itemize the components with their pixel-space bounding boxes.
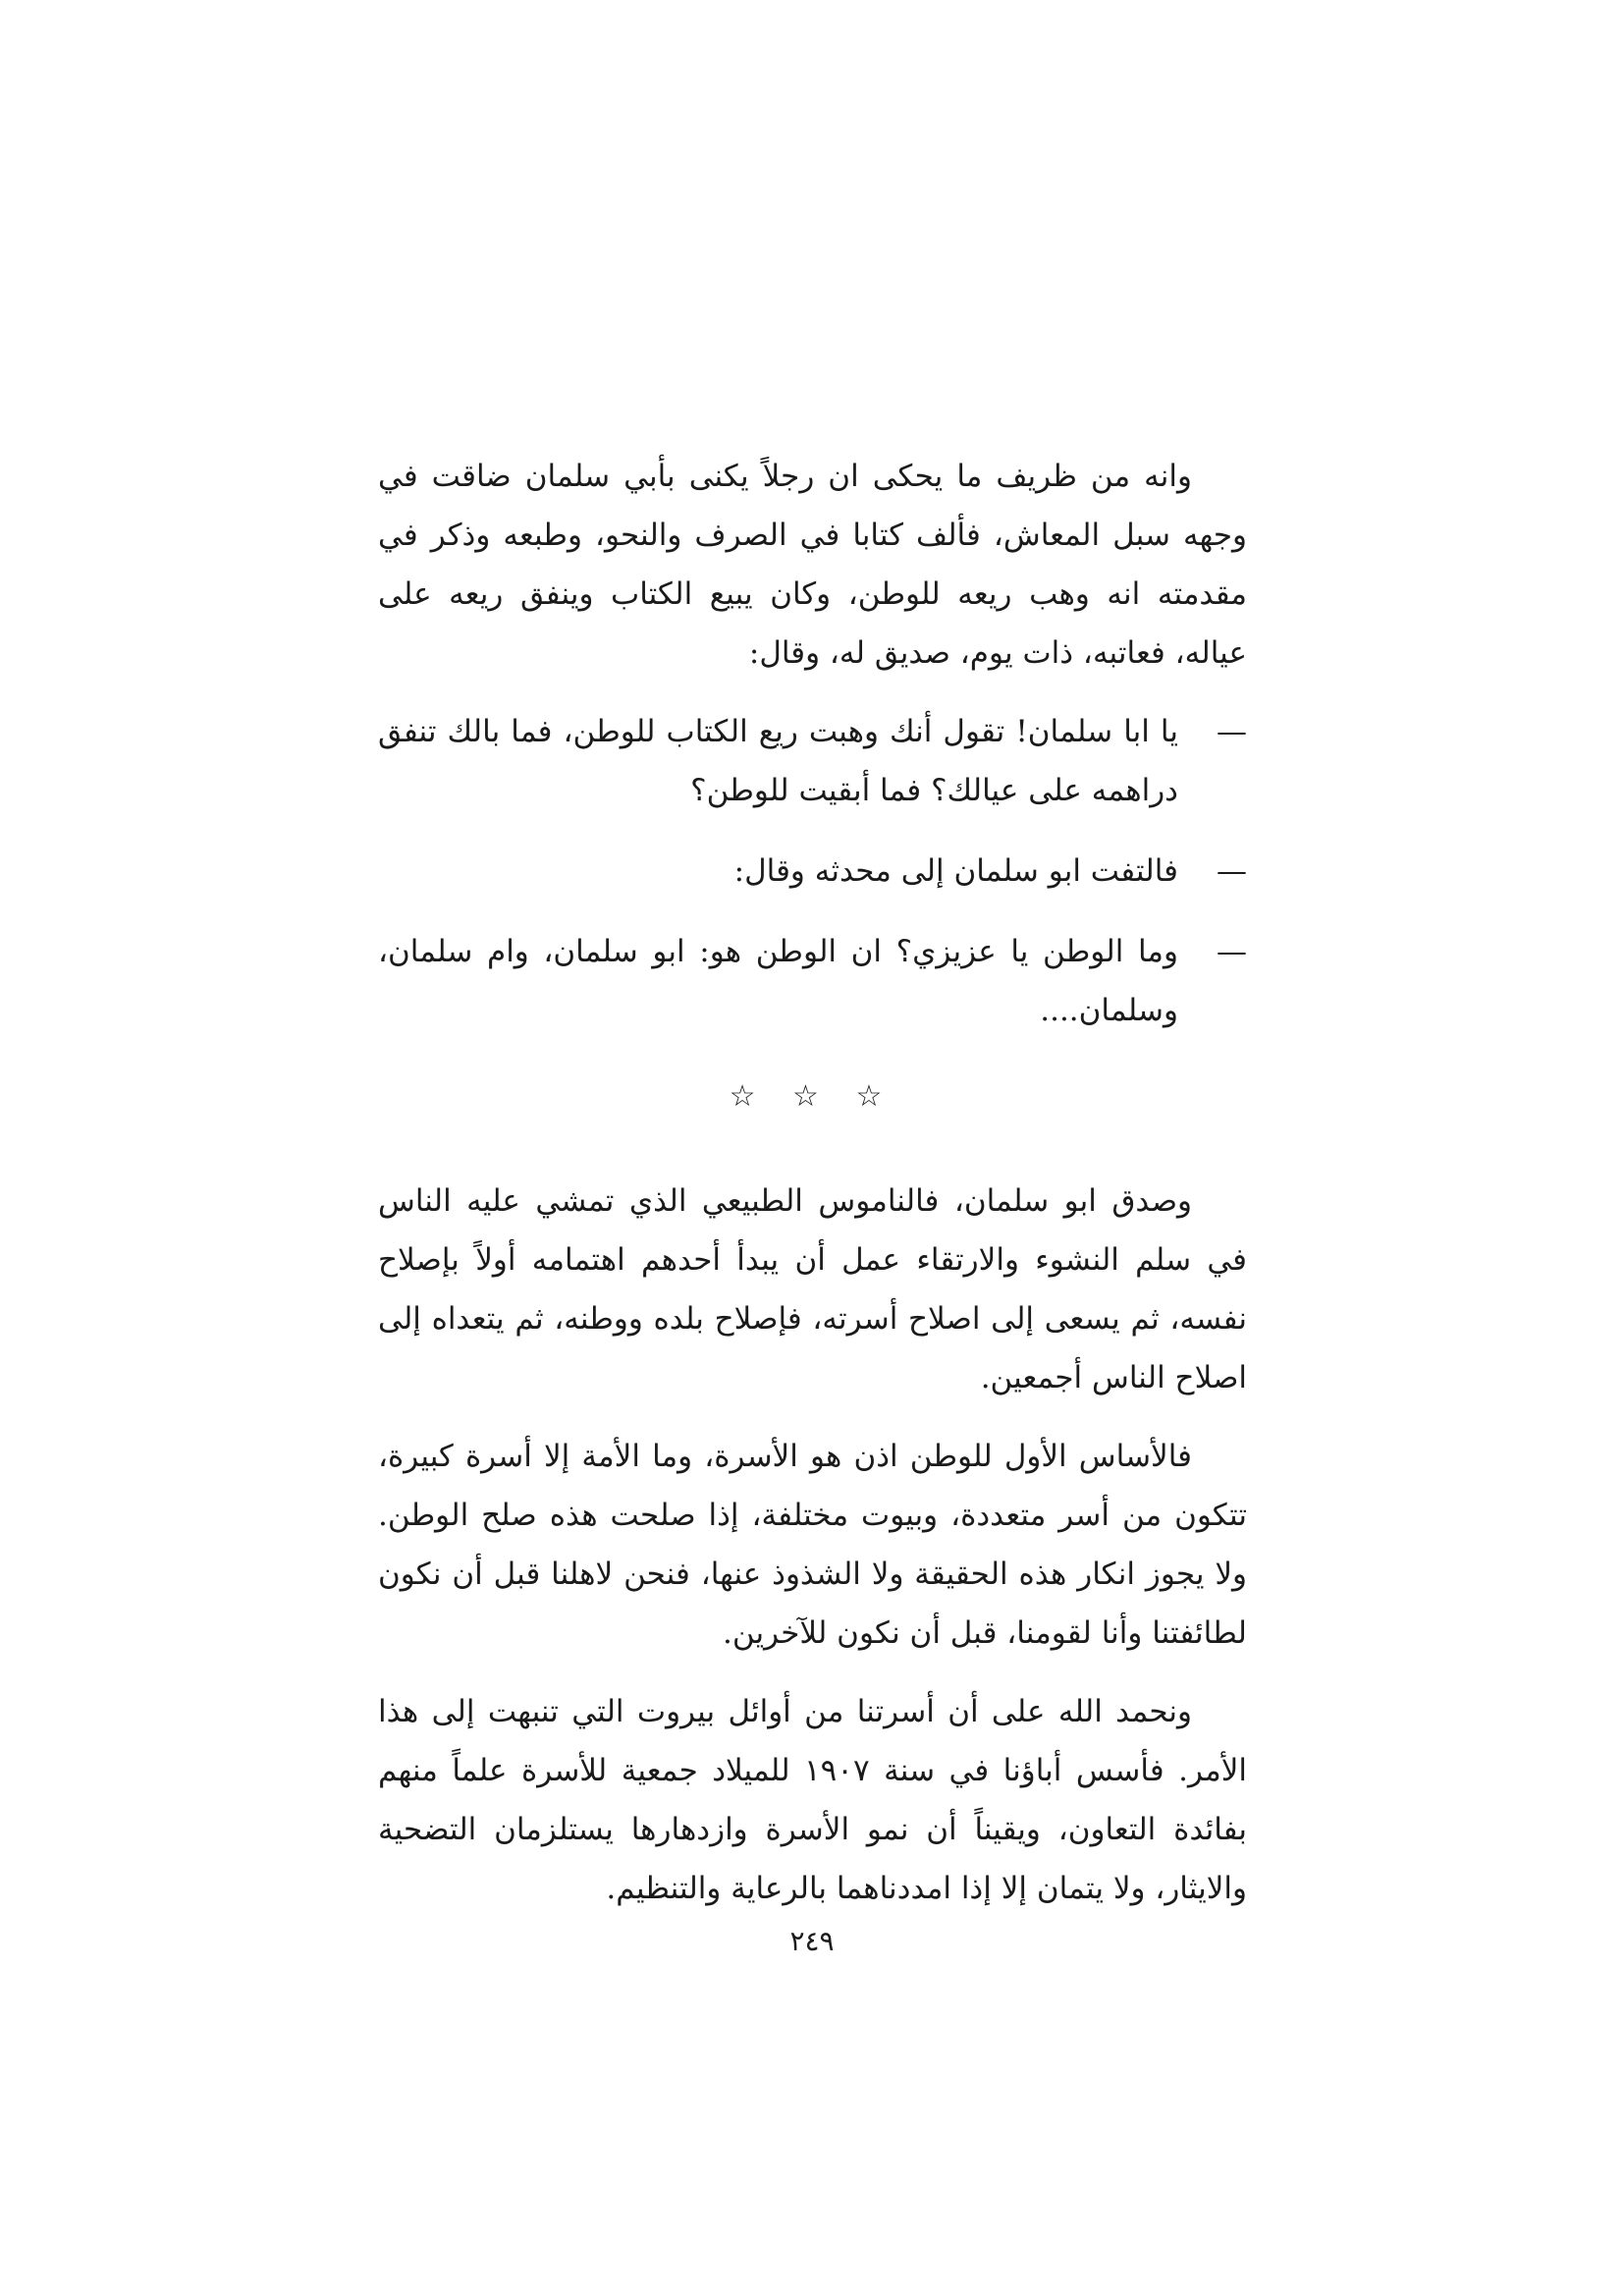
body-paragraph: فالأساس الأول للوطن اذن هو الأسرة، وما الأمة إلا أسرة كبيرة، تتكون من أسر متعددة، وبيوت مختلفة، إذا صلحت هذه صلح الوطن. ولا يجوز انكار هذه الحقيقة ولا الشذوذ عنها، فنحن لاهلنا قبل أن نكون لطائفتنا وأنا لقومنا، قبل أن نكون للآخرين. [378, 1439, 1247, 1651]
body-paragraph: ونحمد الله على أن أسرتنا من أوائل بيروت التي تنبهت إلى هذا الأمر. فأسس أباؤنا في سنة ١٩٠٧ للميلاد جمعية للأسرة علماً منهم بفائدة التعاون، ويقيناً أن نمو الأسرة وازدهارها يستلزمان التضحية والايثار، ولا يتمان إلا إذا امددناهما بالرعاية والتنظيم. [378, 1694, 1247, 1906]
dialogue-text: يا ابا سلمان! تقول أنك وهبت ريع الكتاب للوطن، فما بالك تنفق دراهمه على عيالك؟ فما أبقيت للوطن؟ [378, 714, 1178, 808]
dialogue-line [378, 922, 1247, 1040]
dialogue-dash: — [1217, 853, 1247, 889]
dialogue-line [378, 702, 1247, 820]
dialogue-text: فالتفت ابو سلمان إلى محدثه وقال: [733, 853, 1178, 889]
body-paragraph: وصدق ابو سلمان، فالناموس الطبيعي الذي تمشي عليه الناس في سلم النشوء والارتقاء عمل أن يبدأ أحدهم اهتمامه أولاً بإصلاح نفسه، ثم يسعى إلى اصلاح أسرته، فإصلاح بلده ووطنه، ثم يتعداه إلى اصلاح الناس أجمعين. [378, 1183, 1247, 1395]
dialogue-dash: — [1217, 934, 1247, 969]
section-separator-stars: ☆ ☆ ☆ [729, 1079, 896, 1114]
intro-paragraph: وانه من ظريف ما يحكى ان رجلاً يكنى بأبي سلمان ضاقت في وجهه سبل المعاش، فألف كتابا في الصرف والنحو، وطبعه وذكر في مقدمته انه وهب ريعه للوطن، وكان يبيع الكتاب وينفق ريعه على عياله، فعاتبه، ذات يوم، صديق له، وقال: [378, 459, 1247, 671]
page-number: ٢٤٩ [789, 1925, 835, 1957]
dialogue-list [378, 702, 1247, 1040]
dialogue-text: وما الوطن يا عزيزي؟ ان الوطن هو: ابو سلمان، وام سلمان، وسلمان.... [378, 934, 1178, 1028]
page-body [378, 447, 1247, 1938]
dialogue-line [378, 842, 1247, 901]
dialogue-dash: — [1217, 714, 1247, 749]
